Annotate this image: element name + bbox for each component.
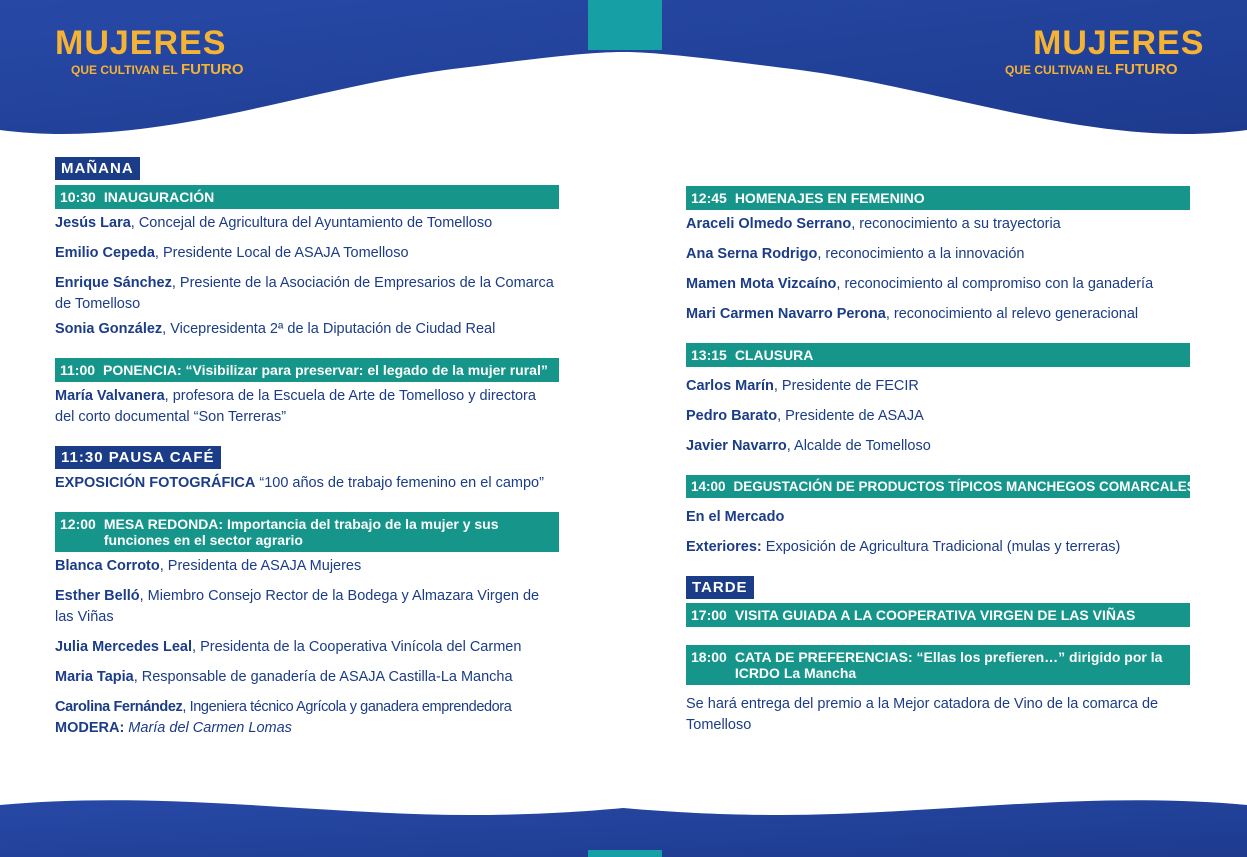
list-item — [686, 214, 1190, 235]
session-time: 17:00 — [691, 607, 727, 623]
list-item — [55, 697, 559, 718]
person-role: , reconocimiento a la innovación — [817, 246, 1025, 262]
session-time: 12:45 — [691, 190, 727, 206]
person-role: , Presidente de FECIR — [773, 378, 919, 394]
person-name: Sonia González — [55, 321, 163, 337]
list-item — [55, 386, 559, 428]
list-item — [686, 274, 1190, 295]
person-role: , profesora de la Escuela de Arte de Tomelloso y directora del corto documental “Son Terreras” — [55, 388, 536, 425]
person-role: , reconocimiento al relevo generacional — [885, 306, 1139, 322]
person-role: , Presidente Local de ASAJA Tomelloso — [154, 245, 409, 261]
session-bar — [55, 358, 559, 382]
list-item — [686, 406, 1190, 427]
manana-heading: MAÑANA — [55, 157, 140, 180]
person-role: , reconocimiento a su trayectoria — [851, 216, 1061, 232]
person-name: Araceli Olmedo Serrano — [686, 216, 852, 232]
session-title: INAUGURACIÓN — [103, 189, 215, 205]
list-item — [686, 436, 1190, 457]
moderator-line — [55, 718, 559, 739]
list-item — [686, 304, 1190, 325]
venue-label: Exteriores: — [686, 539, 762, 555]
session-bar — [686, 603, 1190, 627]
person-name: María Valvanera — [55, 388, 165, 404]
list-item — [686, 507, 1190, 528]
exhibition-label: EXPOSICIÓN FOTOGRÁFICA — [55, 475, 256, 491]
moderator-name: María del Carmen Lomas — [124, 720, 292, 736]
list-item — [55, 637, 559, 658]
left-column — [55, 157, 559, 739]
list-item — [55, 243, 559, 264]
exhibition-line — [55, 473, 559, 494]
session-time: 10:30 — [60, 189, 96, 205]
list-item — [55, 556, 559, 577]
session-time: 12:00 — [60, 516, 96, 532]
right-column — [686, 186, 1196, 736]
person-role: , Responsable de ganadería de ASAJA Castilla-La Mancha — [133, 669, 513, 685]
person-role: , Presidente de ASAJA — [777, 408, 924, 424]
session-title: HOMENAJES EN FEMENINO — [734, 190, 925, 206]
person-name: Jesús Lara — [55, 215, 131, 231]
person-name: Pedro Barato — [686, 408, 778, 424]
list-item — [55, 273, 559, 315]
session-time: 18:00 — [691, 649, 727, 665]
logo-subtitle-strong: FUTURO — [181, 61, 244, 78]
tarde-heading: TARDE — [686, 576, 754, 599]
person-name: Emilio Cepeda — [55, 245, 155, 261]
list-item — [686, 376, 1190, 397]
person-role: , Presidenta de ASAJA Mujeres — [159, 558, 362, 574]
person-name: Javier Navarro — [686, 438, 787, 454]
award-note: Se hará entrega del premio a la Mejor catadora de Vino de la comarca de Tomelloso — [686, 696, 1159, 733]
logo-subtitle: QUE CULTIVAN EL — [71, 63, 178, 77]
logo-subtitle-strong: FUTURO — [1115, 61, 1178, 78]
person-name: Blanca Corroto — [55, 558, 160, 574]
session-bar — [55, 185, 559, 209]
person-name: Maria Tapia — [55, 669, 134, 685]
person-name: Mamen Mota Vizcaíno — [686, 276, 837, 292]
session-bar — [686, 475, 1196, 498]
session-time: 11:00 — [60, 362, 96, 378]
person-name: Esther Belló — [55, 588, 140, 604]
person-name: Carolina Fernández — [55, 699, 183, 715]
session-title: CLAUSURA — [734, 347, 814, 363]
venue-label: En el Mercado — [686, 509, 785, 525]
session-bar — [55, 512, 559, 552]
pause-heading: 11:30 PAUSA CAFÉ — [55, 446, 221, 469]
session-time: 14:00 — [691, 479, 726, 494]
person-name: Ana Serna Rodrigo — [686, 246, 818, 262]
list-item — [686, 537, 1190, 558]
logo-left — [55, 26, 244, 77]
session-title: MESA REDONDA: Importancia del trabajo de la mujer y sus funciones en el sector agrario — [103, 516, 499, 548]
person-name: Enrique Sánchez — [55, 275, 172, 291]
logo-title: MUJERES — [1033, 24, 1205, 62]
person-role: , Ingeniera técnico Agrícola y ganadera emprendedora — [182, 699, 512, 715]
list-item — [55, 586, 559, 628]
exhibition-title: “100 años de trabajo femenino en el campo” — [255, 475, 544, 491]
person-role: , Alcalde de Tomelloso — [786, 438, 931, 454]
moderator-label: MODERA: — [55, 720, 125, 736]
logo-right — [1005, 26, 1204, 77]
session-time: 13:15 — [691, 347, 727, 363]
session-title: VISITA GUIADA A LA COOPERATIVA VIRGEN DE LAS VIÑAS — [734, 607, 1136, 623]
session-bar — [686, 343, 1190, 367]
venue-desc: Exposición de Agricultura Tradicional (mulas y terreras) — [761, 539, 1121, 555]
session-title: DEGUSTACIÓN DE PRODUCTOS TÍPICOS MANCHEGOS COMARCALES — [733, 479, 1196, 494]
person-name: Mari Carmen Navarro Perona — [686, 306, 886, 322]
logo-title: MUJERES — [55, 24, 227, 62]
list-item — [55, 319, 559, 340]
session-bar — [686, 186, 1190, 210]
person-role: , reconocimiento al compromiso con la ganadería — [836, 276, 1154, 292]
person-role: , Presiente de la Asociación de Empresarios de la Comarca de Tomelloso — [55, 275, 554, 312]
session-title: CATA DE PREFERENCIAS: “Ellas los prefieren…” dirigido por la ICRDO La Mancha — [734, 649, 1163, 681]
person-role: , Miembro Consejo Rector de la Bodega y Almazara Virgen de las Viñas — [55, 588, 540, 625]
person-role: , Vicepresidenta 2ª de la Diputación de Ciudad Real — [162, 321, 496, 337]
logo-subtitle: QUE CULTIVAN EL — [1005, 63, 1112, 77]
list-item — [55, 667, 559, 688]
person-name: Carlos Marín — [686, 378, 774, 394]
session-bar — [686, 645, 1190, 685]
person-role: , Concejal de Agricultura del Ayuntamiento de Tomelloso — [130, 215, 493, 231]
session-title: PONENCIA: “Visibilizar para preservar: el legado de la mujer rural” — [103, 362, 548, 378]
person-name: Julia Mercedes Leal — [55, 639, 193, 655]
person-role: , Presidenta de la Cooperativa Vinícola del Carmen — [192, 639, 522, 655]
list-item — [686, 244, 1190, 265]
list-item — [55, 213, 559, 234]
